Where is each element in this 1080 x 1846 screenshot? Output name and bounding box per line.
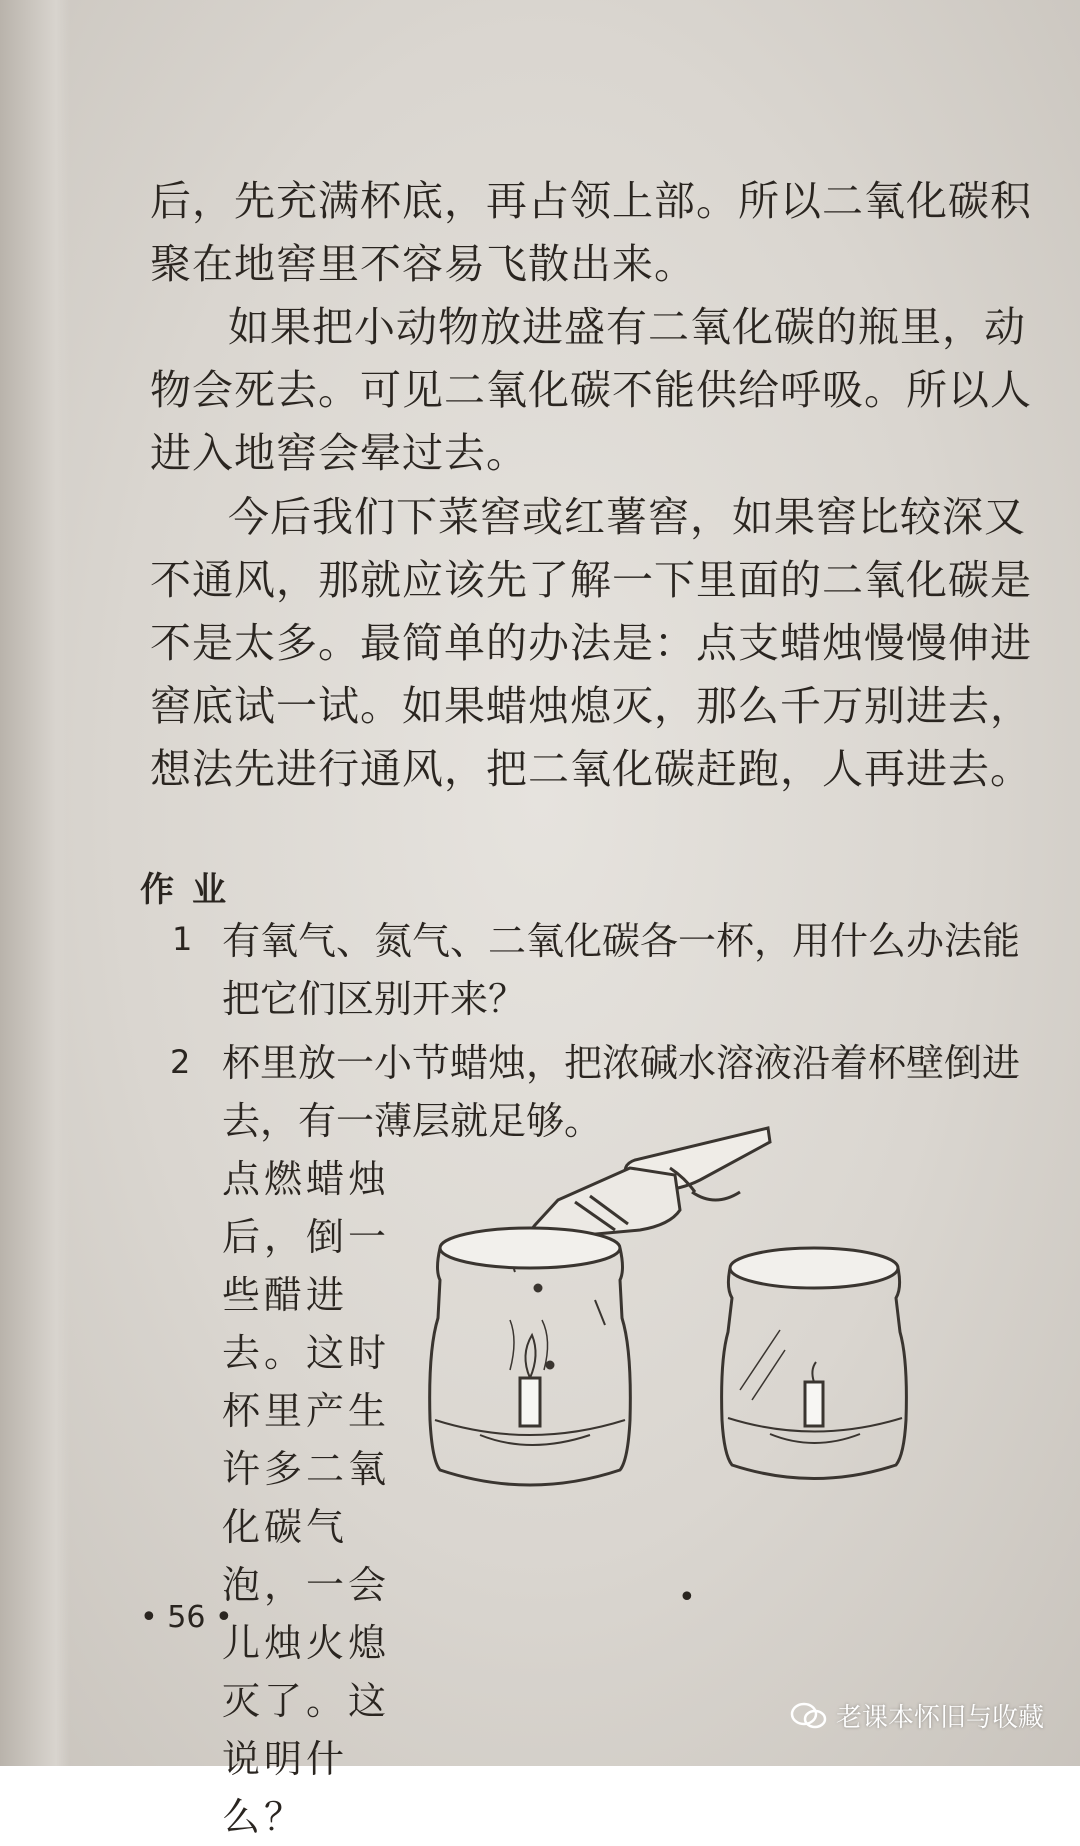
paragraph-1: 后，先充满杯底，再占领上部。所以二氧化碳积聚在地窖里不容易飞散出来。 bbox=[150, 177, 1032, 288]
paragraph-3: 今后我们下菜窖或红薯窖，如果窖比较深又不通风，那就应该先了解一下里面的二氧化碳是不是太多。最简单的办法是：点支蜡烛慢慢伸进窖底试一试。如果蜡烛熄灭，那么千万别进去，想法先进行通风，把二氧化碳赶跑，人再进去。 bbox=[150, 493, 1032, 793]
watermark bbox=[790, 1697, 1044, 1734]
jar-with-candle-icon bbox=[430, 1228, 631, 1485]
decorative-dot: • bbox=[678, 1580, 696, 1615]
question-2-number: 2 bbox=[170, 1043, 191, 1081]
chat-bubble-icon bbox=[790, 1701, 828, 1731]
paragraph-2: 如果把小动物放进盛有二氧化碳的瓶里，动物会死去。可见二氧化碳不能供给呼吸。所以人进入地窖会晕过去。 bbox=[150, 303, 1032, 477]
jar-candle-out-icon bbox=[722, 1248, 907, 1479]
page-binding-shadow bbox=[0, 0, 70, 1766]
page-number: • 56 • bbox=[140, 1600, 233, 1635]
question-2-continued: 点燃蜡烛后，倒一些醋进去。这时杯里产生许多二氧化碳气泡，一会儿烛火熄灭了。这说明什么？ bbox=[222, 1157, 391, 1839]
question-1-text: 有氧气、氮气、二氧化碳各一杯，用什么办法能把它们区别开来？ bbox=[222, 919, 1021, 1021]
question-1-number: 1 bbox=[172, 920, 193, 958]
question-2-text: 杯里放一小节蜡烛，把浓碱水溶液沿着杯壁倒进去，有一薄层就足够。 bbox=[222, 1041, 1021, 1143]
experiment-illustration bbox=[440, 1120, 1040, 1580]
homework-heading: 作业 bbox=[140, 870, 244, 910]
watermark-text: 老课本怀旧与收藏 bbox=[836, 1703, 1045, 1733]
